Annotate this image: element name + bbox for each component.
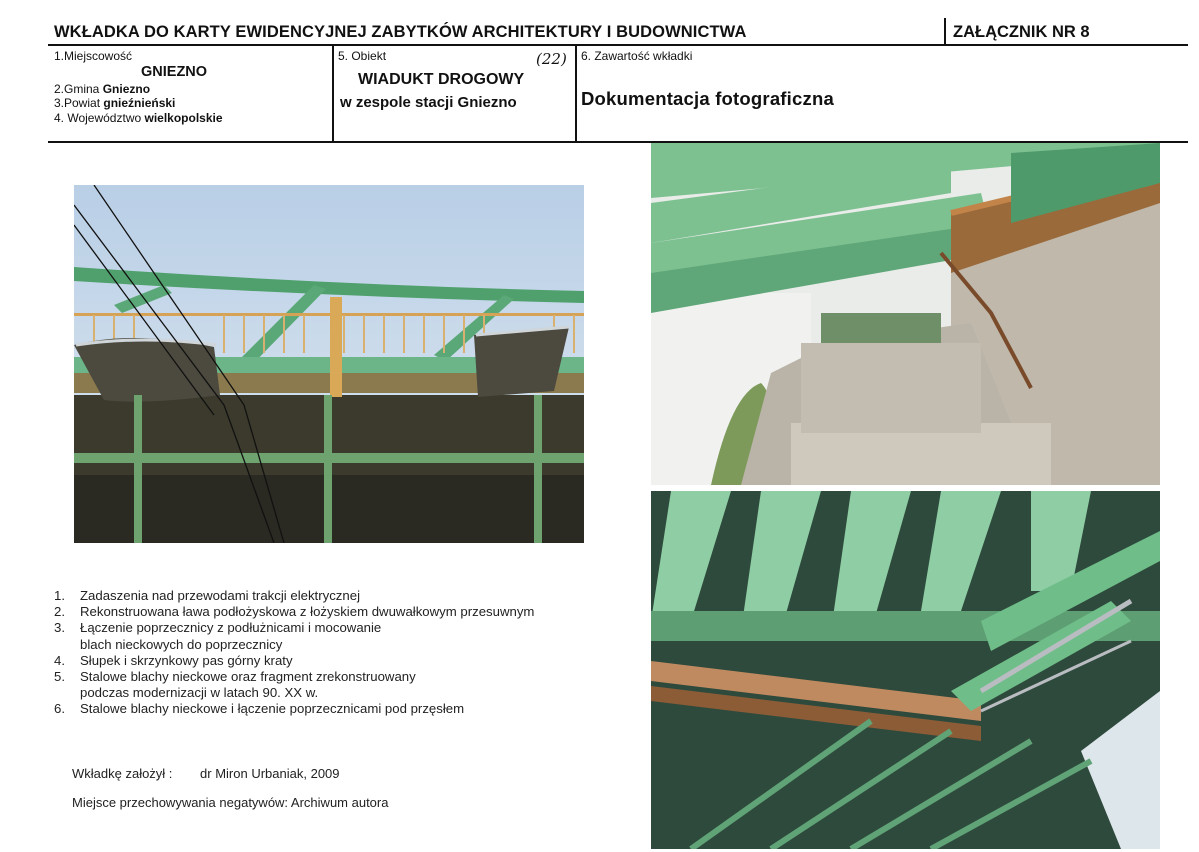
caption-text: Stalowe blachy nieckowe i łączenie poprzecznicami pod przęsłem [80,701,465,717]
content-title: Dokumentacja fotograficzna [581,88,834,109]
content-label: 6. Zawartość wkładki [581,49,693,63]
author-line [72,766,340,781]
cell-divider-2 [575,46,577,142]
caption-number: 6. [54,701,65,717]
author-name: dr Miron Urbaniak, 2009 [200,766,340,781]
caption-item [54,653,534,669]
annex-label: ZAŁĄCZNIK NR 8 [953,23,1090,41]
caption-text: Łączenie poprzecznicy z podłużnicami i mocowanie [80,620,382,636]
caption-text: podczas modernizacji w latach 90. XX w. [80,685,319,701]
woj-line [54,111,223,125]
caption-text: Zadaszenia nad przewodami trakcji elektrycznej [80,588,360,603]
card-title: WKŁADKA DO KARTY EWIDENCYJNEJ ZABYTKÓW ARCHITEKTURY I BUDOWNICTWA [54,23,747,41]
caption-item [54,588,534,604]
author-label: Wkładkę założył : [72,766,173,781]
caption-item [54,669,534,701]
cell-divider-1 [332,46,334,142]
woj-label: 4. Województwo [54,111,142,125]
powiat-value: gnieźnieński [103,96,176,110]
object-label: 5. Obiekt [338,49,387,63]
header-top-rule [48,44,1188,46]
gmina-value: Gniezno [102,82,151,96]
location-label: 1.Miejscowość [54,49,133,63]
photo-bearing-abutment [651,143,1160,485]
handwritten-number: (22) [536,50,567,68]
title-divider [944,18,946,45]
powiat-label: 3.Powiat [54,96,101,110]
caption-list [54,588,534,718]
caption-number: 3. [54,620,65,636]
photo-truss-canopies [74,185,584,543]
caption-number: 1. [54,588,65,603]
gmina-line [54,82,150,96]
caption-number: 4. [54,652,65,668]
caption-item [54,604,534,620]
caption-text: Rekonstruowana ława podłożyskowa z łożyskiem dwuwałkowym przesuwnym [80,604,535,620]
powiat-line [54,96,175,110]
caption-text: Słupek i skrzynkowy pas górny kraty [80,652,293,668]
caption-text: blach nieckowych do poprzecznicy [80,636,283,652]
caption-text: Stalowe blachy nieckowe oraz fragment zrekonstruowany [80,669,416,685]
woj-value: wielkopolskie [144,111,223,125]
photo-under-deck [651,491,1160,849]
object-subtitle: w zespole stacji Gniezno [340,94,517,111]
caption-item [54,701,534,717]
caption-item [54,620,534,652]
caption-number: 5. [54,669,65,685]
gmina-label: 2.Gmina [54,82,100,96]
caption-number: 2. [54,604,65,620]
object-number: 22 [541,50,561,68]
city-name: GNIEZNO [141,64,208,80]
storage-line: Miejsce przechowywania negatywów: Archiwum autora [72,795,389,810]
object-name: WIADUKT DROGOWY [358,71,525,88]
